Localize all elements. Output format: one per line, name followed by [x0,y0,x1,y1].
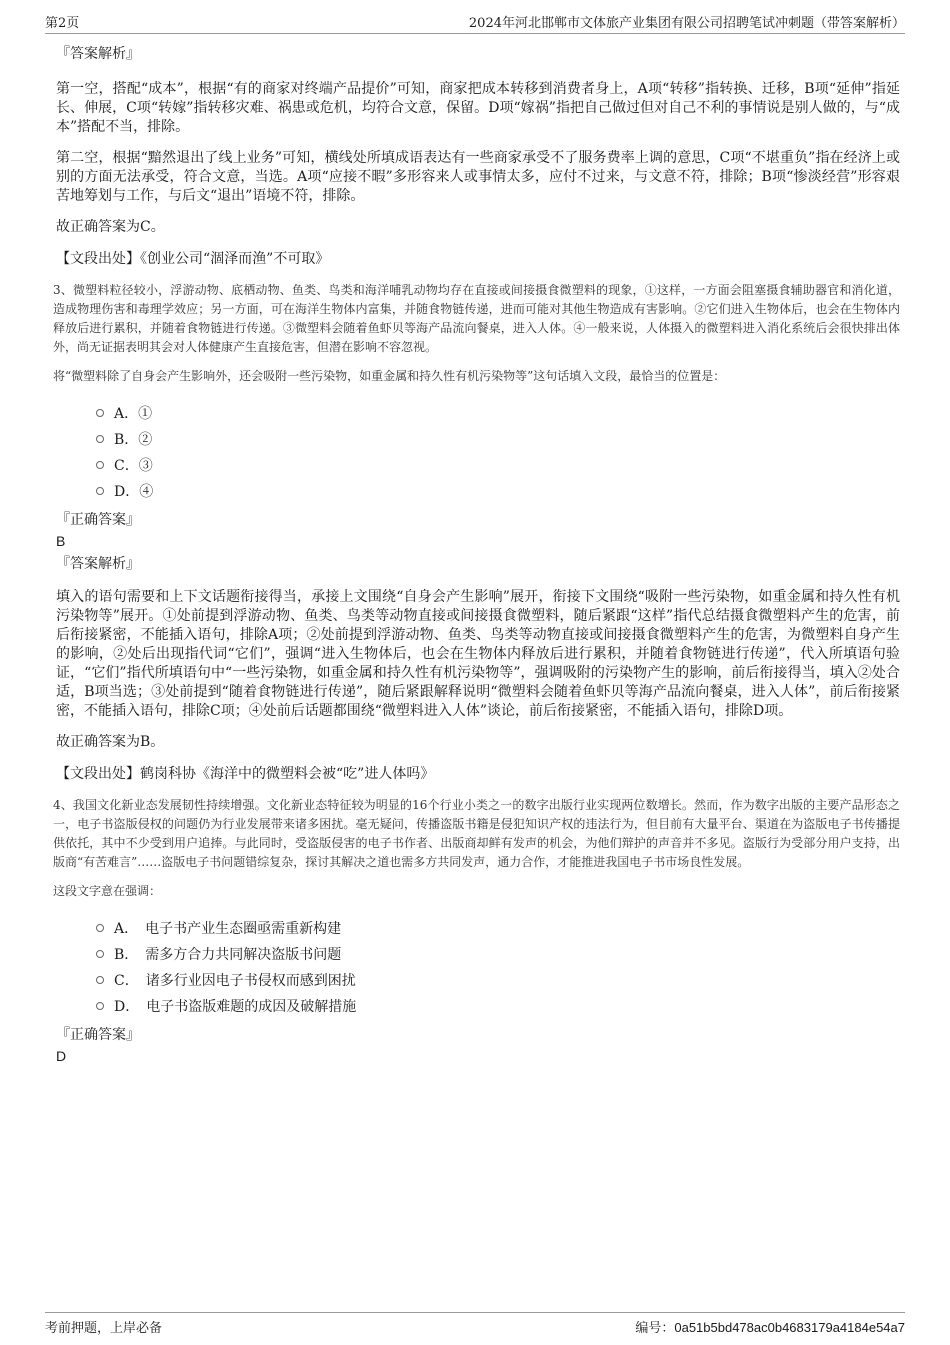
radio-icon[interactable] [96,435,104,443]
q4-options [96,915,900,1019]
q4-option-d[interactable] [96,993,900,1019]
radio-icon[interactable] [96,924,104,932]
option-label: A．① [114,406,153,422]
page-header [45,12,905,34]
q3-option-c[interactable] [96,452,900,478]
q4-answer: D [56,1048,67,1064]
q4-option-b[interactable] [96,941,900,967]
q2-conclusion: 故正确答案为C。 [56,219,165,235]
radio-icon[interactable] [96,950,104,958]
q4-prompt: 这段文字意在强调： [53,884,162,898]
q2-analysis-para-1: 第一空，搭配“成本”，根据“有的商家对终端产品提价”可知，商家把成本转移到消费者身上，A项“转移”指转换、迁移，B项“延伸”指延长、伸展，C项“转嫁”指转移灾难、祸患或危机，均符合文意，保留。D项“嫁祸”指把自己做过但对自己不利的事情说是别人做的，与“成本”搭配不当，排除。 [56,81,900,135]
q4-correct-label: 『正确答案』 [56,1027,140,1043]
footer-note: 考前押题，上岸必备 [45,1321,163,1336]
q3-conclusion: 故正确答案为B。 [56,734,165,750]
main-content [53,44,900,1069]
radio-icon[interactable] [96,409,104,417]
q3-option-b[interactable] [96,426,900,452]
q4-option-a[interactable] [96,915,900,941]
document-title: 2024年河北邯郸市文体旅产业集团有限公司招聘笔试冲刺题（带答案解析） [468,16,905,31]
q3-prompt: 将“微塑料除了自身会产生影响外，还会吸附一些污染物，如重金属和持久性有机污染物等”这句话填入文段，最恰当的位置是： [53,369,726,383]
document-id: 编号：0a51b5bd478ac0b4683179a4184e54a7 [635,1320,905,1335]
option-label: B．② [114,432,153,448]
radio-icon[interactable] [96,487,104,495]
q3-options [96,400,900,504]
q3-analysis-para-1: 填入的语句需要和上下文话题衔接得当，承接上文围绕“自身会产生影响”展开，衔接下文围绕“吸附一些污染物，如重金属和持久性有机污染物等”展开。①处前提到浮游动物、鱼类、鸟类等动物直接或间接摄食微塑料，随后紧跟“这样”指代总结摄食微塑料产生的危害，前后衔接紧密，不能插入语句，排除A项；②处前提到浮游动物、鱼类、鸟类等动物直接或间接摄食微塑料产生的危害，为微塑料自身产生的影响，②处后出现指代词“它们”，强调“进入生物体后，也会在生物体内释放后进行累积，并随着食物链进行传递”，代入所填语句验证，“它们”指代所填语句中“一些污染物，如重金属和持久性有机污染物等”，强调吸附的污染物产生的影响，前后衔接得当，填入②处合适，B项当选；③处前提到“随着食物链进行传递”，随后紧跟解释说明“微塑料会随着鱼虾贝等海产品流向餐桌，进入人体”，前后衔接紧密，不能插入语句，排除C项；④处前后话题都围绕“微塑料进入人体”谈论，前后衔接紧密，不能插入语句，排除D项。 [56,589,900,719]
option-label: B． 需多方合力共同解决盗版书问题 [114,947,342,963]
radio-icon[interactable] [96,1002,104,1010]
page-number: 第2页 [45,16,80,31]
option-label: A． 电子书产业生态圈亟需重新构建 [114,921,342,937]
q3-option-a[interactable] [96,400,900,426]
option-label: C． 诸多行业因电子书侵权而感到困扰 [114,973,356,989]
q4-stem: 4、我国文化新业态发展韧性持续增强。文化新业态特征较为明显的16个行业小类之一的数字出版行业实现两位数增长。然而，作为数字出版的主要产品形态之一，电子书盗版侵权的问题仍为行业发展带来诸多困扰。毫无疑问，传播盗版书籍是侵犯知识产权的违法行为，但目前有大量平台、渠道在为盗版电子书传播提供依托，其中不少受到用户追捧。与此同时，受盗版侵害的电子书作者、出版商却鲜有发声的机会，为他们辩护的声音并不多见。盗版行为受部分用户支持，出版商“有苦难言”……盗版电子书问题错综复杂，探讨其解决之道也需多方共同发声，通力合作，才能推进我国电子书市场良性发展。 [53,798,900,869]
q3-source: 【文段出处】鹤岗科协《海洋中的微塑料会被“吃”进人体吗》 [56,766,435,782]
q3-stem: 3、微塑料粒径较小，浮游动物、底栖动物、鱼类、鸟类和海洋哺乳动物均存在直接或间接摄食微塑料的现象，①这样，一方面会阻塞摄食辅助器官和消化道，造成物理伤害和毒理学效应；另一方面，可在海洋生物体内富集，并随食物链传递，进而可能对其他生物造成有害影响。②它们进入生物体后，也会在生物体内释放后进行累积，并随着食物链进行传递。③微塑料会随着鱼虾贝等海产品流向餐桌，进入人体。④一般来说，人体摄入的微塑料进入消化系统后会很快排出体外，尚无证据表明其会对人体健康产生直接危害，但潜在影响不容忽视。 [53,283,900,354]
q3-answer: B [56,533,66,549]
q3-correct-label: 『正确答案』 [56,512,140,528]
q2-source: 【文段出处】《创业公司“涸泽而渔”不可取》 [56,251,330,267]
q2-analysis-para-2: 第二空，根据“黯然退出了线上业务”可知，横线处所填成语表达有一些商家承受不了服务费率上调的意思，C项“不堪重负”指在经济上或别的方面无法承受，符合文意，当选。A项“应接不暇”多形容来人或事情太多，应付不过来，与文意不符，排除；B项“惨淡经营”形容艰苦地筹划与工作，与后文“退出”语境不符，排除。 [56,150,900,204]
page-footer [45,1312,905,1336]
option-label: D． 电子书盗版难题的成因及破解措施 [114,999,357,1015]
q4-option-c[interactable] [96,967,900,993]
radio-icon[interactable] [96,461,104,469]
option-label: D．④ [114,484,154,500]
radio-icon[interactable] [96,976,104,984]
q3-analysis-label: 『答案解析』 [56,556,140,572]
q3-option-d[interactable] [96,478,900,504]
q2-analysis-label: 『答案解析』 [56,46,140,62]
option-label: C．③ [114,458,153,474]
